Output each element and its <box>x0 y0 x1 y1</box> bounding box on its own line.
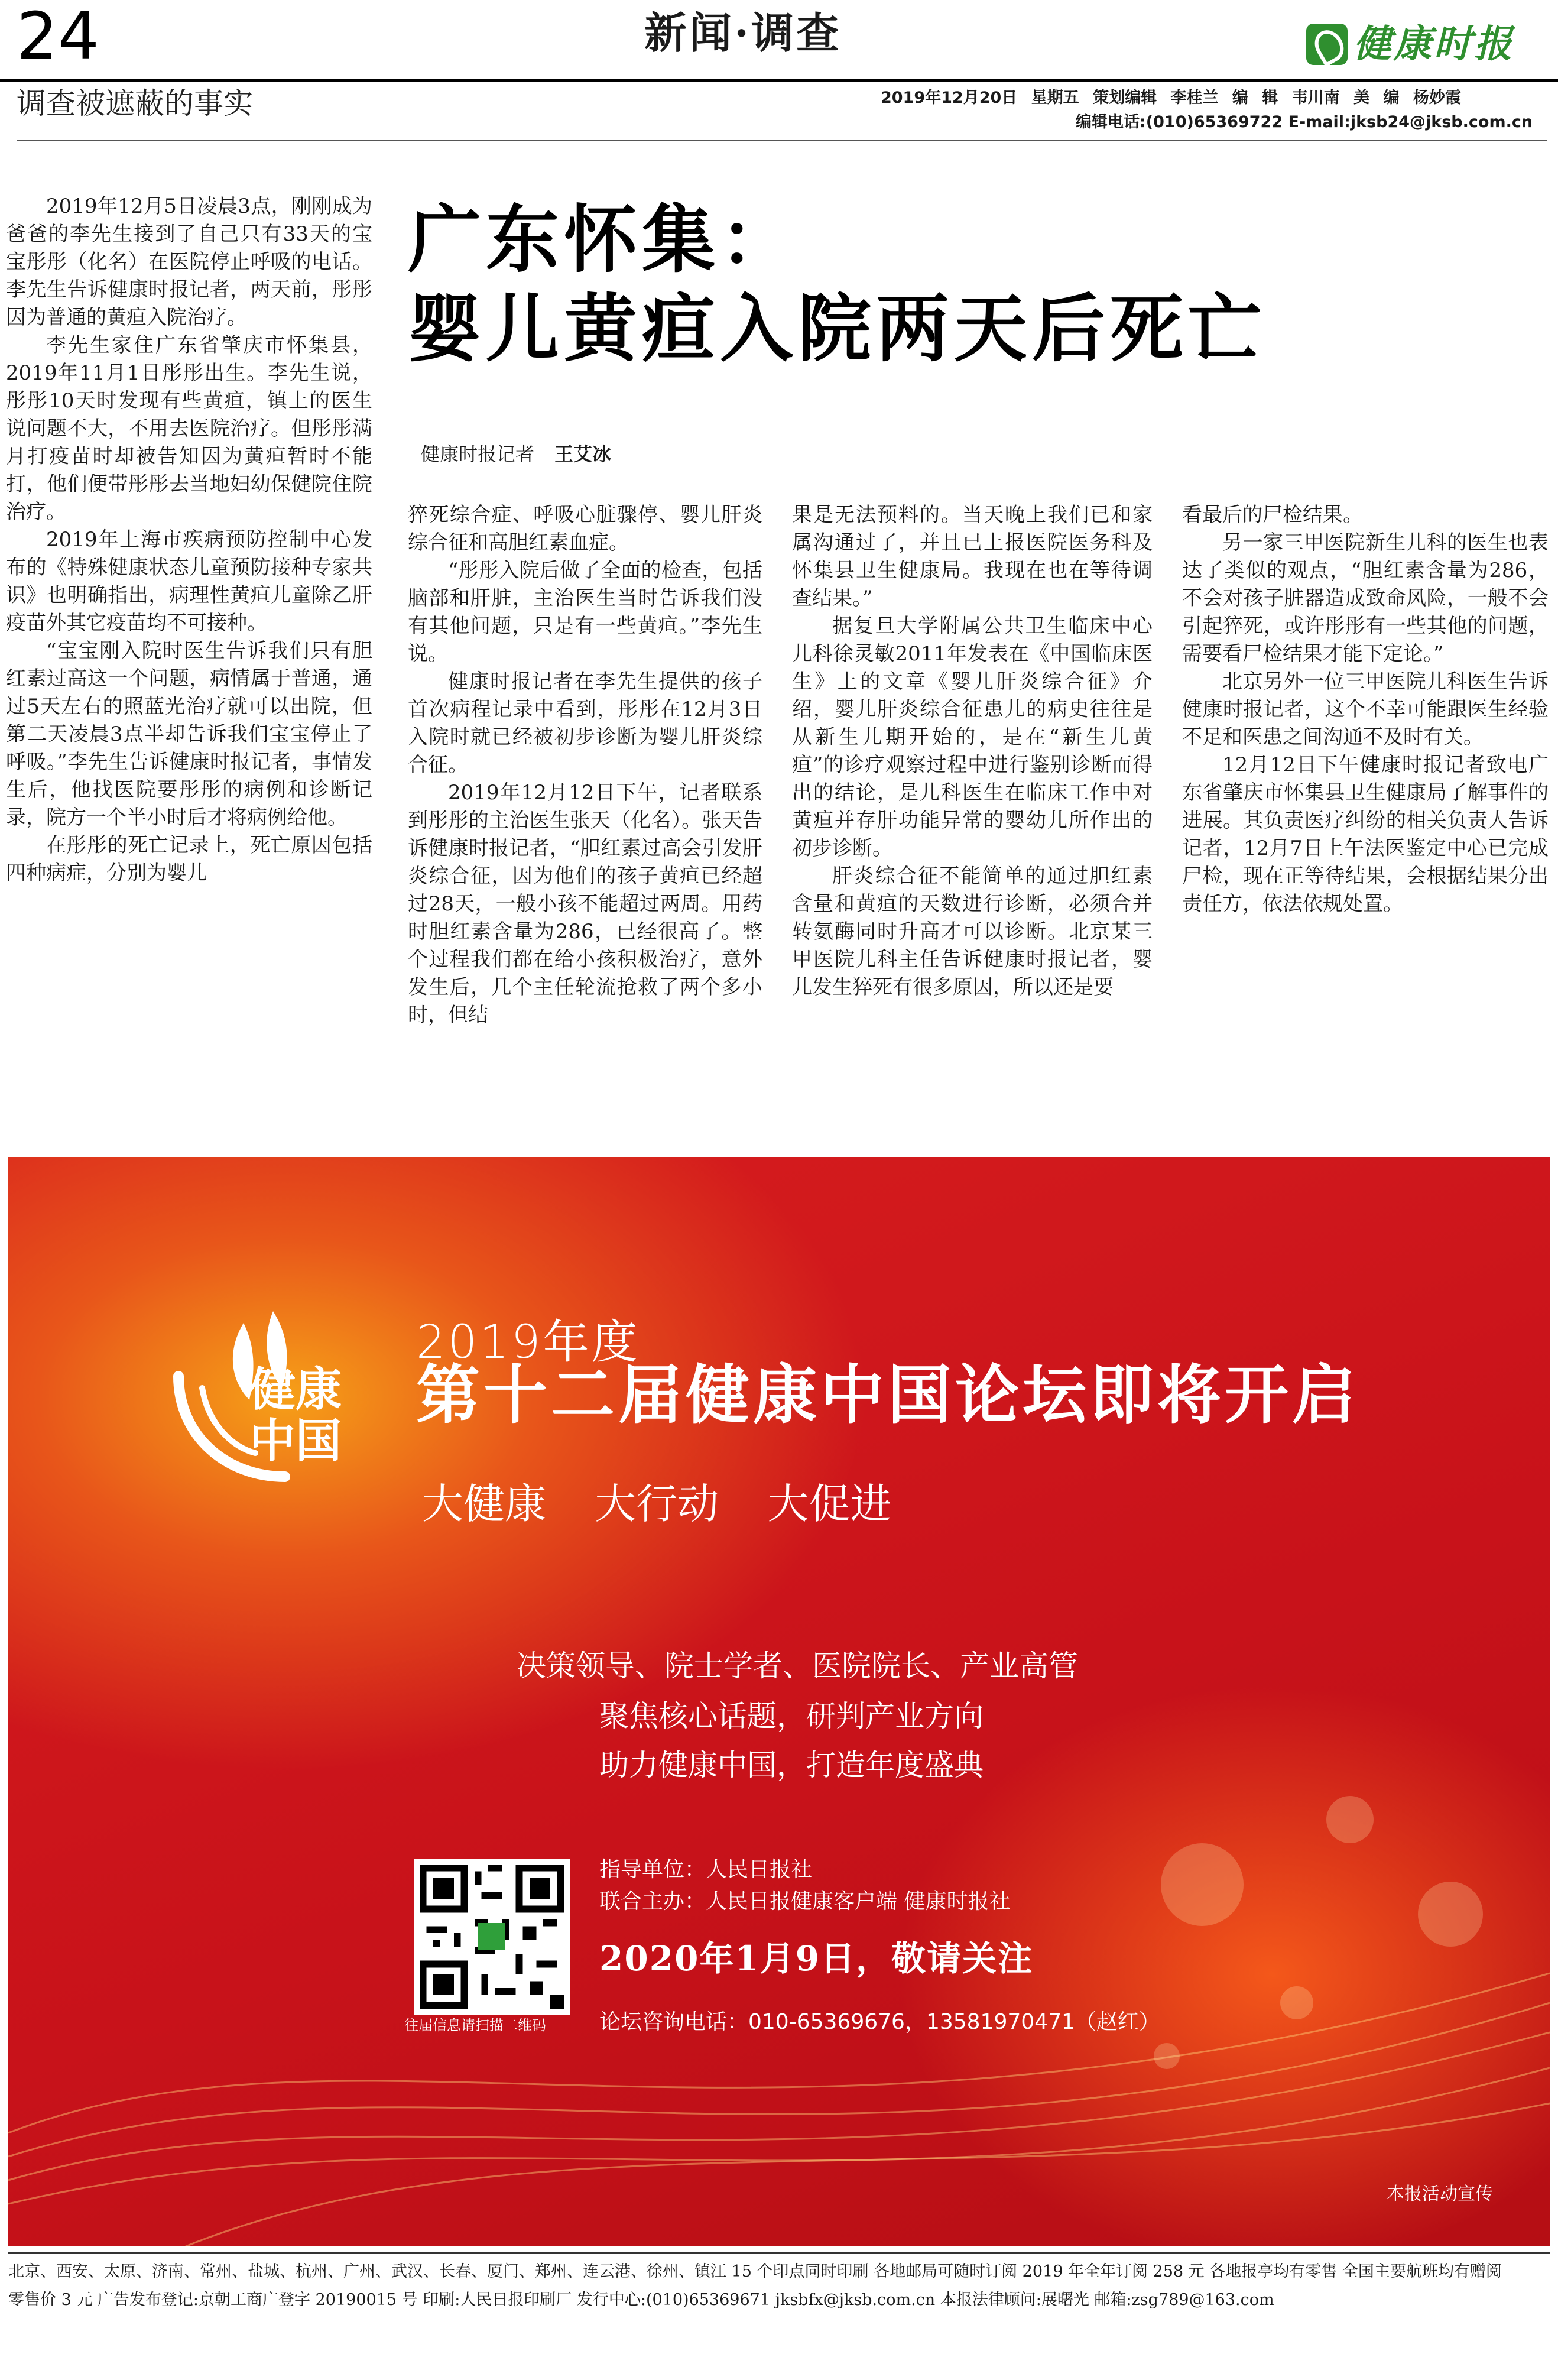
ad-title: 第十二届健康中国论坛即将开启 <box>416 1358 1360 1432</box>
paragraph: 李先生家住广东省肇庆市怀集县，2019年11月1日彤彤出生。李先生说，彤彤10天时发现有些黄疸，镇上的医生说问题不大，不用去医院治疗。但彤彤满月打疫苗时却被告知因为黄疸暂时不能打，他们便带彤彤去当地妇幼保健院住院治疗。 <box>6 333 372 524</box>
masthead-brand <box>1306 24 1514 65</box>
brand-name: 健康时报 <box>1353 22 1514 66</box>
ad-slogan: 大健康 大行动 大促进 <box>422 1480 892 1528</box>
article-column-2 <box>408 501 762 1029</box>
footer-rule <box>8 2252 1550 2254</box>
byline <box>421 445 611 463</box>
headline-line-2: 婴儿黄疸入院两天后死亡 <box>408 286 1267 372</box>
byline-author: 王艾冰 <box>554 443 612 465</box>
paragraph: 北京另外一位三甲医院儿科医生告诉健康时报记者，这个不幸可能跟医生经验不足和医患之间沟通不及时有关。 <box>1182 670 1549 749</box>
article-headline <box>408 195 1266 374</box>
ad-goal: 助力健康中国，打造年度盛典 <box>599 1748 984 1782</box>
section-title: 新闻·调查 <box>644 8 842 58</box>
footer-publisher-info: 零售价 3 元 广告发布登记:京朝工商广登字 20190015 号 印刷:人民日报印刷厂 发行中心:(010)65369671 jksbfx@jksb.com.cn 本报法律顾问:展曙光 邮箱:zsg789@163.com <box>8 2291 1274 2309</box>
paragraph: 另一家三甲医院新生儿科的医生也表达了类似的观点，“胆红素含量为286，不会对孩子脏器造成致命风险，一般不会引起猝死，或许彤彤有一些其他的问题，需要看尸检结果才能下定论。” <box>1182 531 1549 666</box>
paragraph: 12月12日下午健康时报记者致电广东省肇庆市怀集县卫生健康局了解事件的进展。其负责医疗纠纷的相关负责人告诉记者，12月7日上午法医鉴定中心已完成尸检，现在正等待结果，会根据结果分出责任方，依法依规处置。 <box>1182 753 1549 916</box>
article-column-3 <box>792 501 1153 1001</box>
header-divider <box>17 140 1547 141</box>
article-column-1 <box>6 193 372 887</box>
ad-guiding-unit: 指导单位：人民日报社 <box>599 1857 813 1882</box>
logo-text-1: 健康 <box>249 1363 342 1416</box>
issue-date-editors: 2019年12月20日 星期五 策划编辑 李桂兰 编 辑 韦川南 美 编 杨妙霞 <box>881 89 1461 107</box>
ad-event-date: 2020年1月9日，敬请关注 <box>599 1938 1034 1979</box>
paragraph: 果是无法预料的。当天晚上我们已和家属沟通过了，并且已上报医院医务科及怀集县卫生健康局。我现在也在等待调查结果。” <box>792 503 1153 610</box>
ad-promo-note: 本报活动宣传 <box>1387 2184 1493 2204</box>
paragraph: 猝死综合症、呼吸心脏骤停、婴儿肝炎综合征和高胆红素血症。 <box>408 503 762 555</box>
ad-focus: 聚焦核心话题，研判产业方向 <box>599 1699 984 1733</box>
brand-logo-icon <box>1306 24 1348 65</box>
healthy-china-logo <box>155 1299 391 1494</box>
ad-attendees: 决策领导、院士学者、医院院长、产业高管 <box>517 1649 1078 1683</box>
qr-caption: 往届信息请扫描二维码 <box>404 2017 546 2034</box>
ad-year: 2019年度 <box>416 1316 640 1369</box>
header-rule <box>0 79 1558 82</box>
qr-code-icon <box>420 1865 564 2009</box>
paragraph: 肝炎综合征不能简单的通过胆红素含量和黄疸的天数进行诊断，必须合并转氨酶同时升高才可以诊断。北京某三甲医院儿科主任告诉健康时报记者，婴儿发生猝死有很多原因，所以还是要 <box>792 864 1153 999</box>
paragraph: 2019年12月5日凌晨3点，刚刚成为爸爸的李先生接到了自己只有33天的宝宝彤彤（化名）在医院停止呼吸的电话。李先生告诉健康时报记者，两天前，彤彤因为普通的黄疸入院治疗。 <box>6 194 372 329</box>
headline-line-1: 广东怀集： <box>408 197 799 283</box>
page-number: 24 <box>17 0 99 74</box>
paragraph: 健康时报记者在李先生提供的孩子首次病程记录中看到，彤彤在12月3日入院时就已经被初步诊断为婴儿肝炎综合征。 <box>408 670 762 777</box>
article-column-4 <box>1182 501 1549 918</box>
paragraph: 看最后的尸检结果。 <box>1182 503 1363 527</box>
paragraph: “彤彤入院后做了全面的检查，包括脑部和肝脏，主治医生当时告诉我们没有其他问题，只是有一些黄疸。”李先生说。 <box>408 559 762 666</box>
paragraph: 2019年12月12日下午，记者联系到彤彤的主治医生张天（化名）。张天告诉健康时报记者，“胆红素过高会引发肝炎综合征，因为他们的孩子黄疸已经超过28天，一般小孩不能超过两周。用药时胆红素含量为286，已经很高了。整个过程我们都在给小孩积极治疗，意外发生后，几个主任轮流抢救了两个多小时，但结 <box>408 781 762 1027</box>
section-tagline: 调查被遮蔽的事实 <box>17 86 253 121</box>
editor-contact: 编辑电话:(010)65369722 E-mail:jksb24@jksb.com.cn <box>1076 113 1533 131</box>
paragraph: 2019年上海市疾病预防控制中心发布的《特殊健康状态儿童预防接种专家共识》也明确指出，病理性黄疸儿童除乙肝疫苗外其它疫苗均不可接种。 <box>6 528 372 635</box>
paragraph: 在彤彤的死亡记录上，死亡原因包括四种病症，分别为婴儿 <box>6 834 372 885</box>
ad-co-hosts: 联合主办：人民日报健康客户端 健康时报社 <box>599 1889 1011 1914</box>
paragraph: 据复旦大学附属公共卫生临床中心儿科徐灵敏2011年发表在《中国临床医生》上的文章《婴儿肝炎综合征》介绍，婴儿肝炎综合征患儿的病史往往是从新生儿期开始的，是在“新生儿黄疸”的诊疗观察过程中进行鉴别诊断而得出的结论，是儿科医生在临床工作中对黄疸并存肝功能异常的婴幼儿所作出的初步诊断。 <box>792 614 1153 860</box>
ad-hotline: 论坛咨询电话：010-65369676，13581970471（赵红） <box>599 2010 1160 2034</box>
forum-advertisement <box>8 1157 1550 2246</box>
logo-text-2: 中国 <box>249 1415 342 1468</box>
footer-print-info: 北京、西安、太原、济南、常州、盐城、杭州、广州、武汉、长春、厦门、郑州、连云港、徐州、镇江 15 个印点同时印刷 各地邮局可随时订阅 2019 年全年订阅 258 元 各地报亭均有零售 全国主要航班均有赠阅 <box>8 2262 1502 2281</box>
qr-code[interactable] <box>414 1859 570 2015</box>
byline-label: 健康时报记者 <box>421 443 535 465</box>
paragraph: “宝宝刚入院时医生告诉我们只有胆红素过高这一个问题，病情属于普通，通过5天左右的照蓝光治疗就可以出院，但第二天凌晨3点半却告诉我们宝宝停止了呼吸。”李先生告诉健康时报记者，事情发生后，他找医院要彤彤的病例和诊断记录，院方一个半小时后才将病例给他。 <box>6 639 372 829</box>
